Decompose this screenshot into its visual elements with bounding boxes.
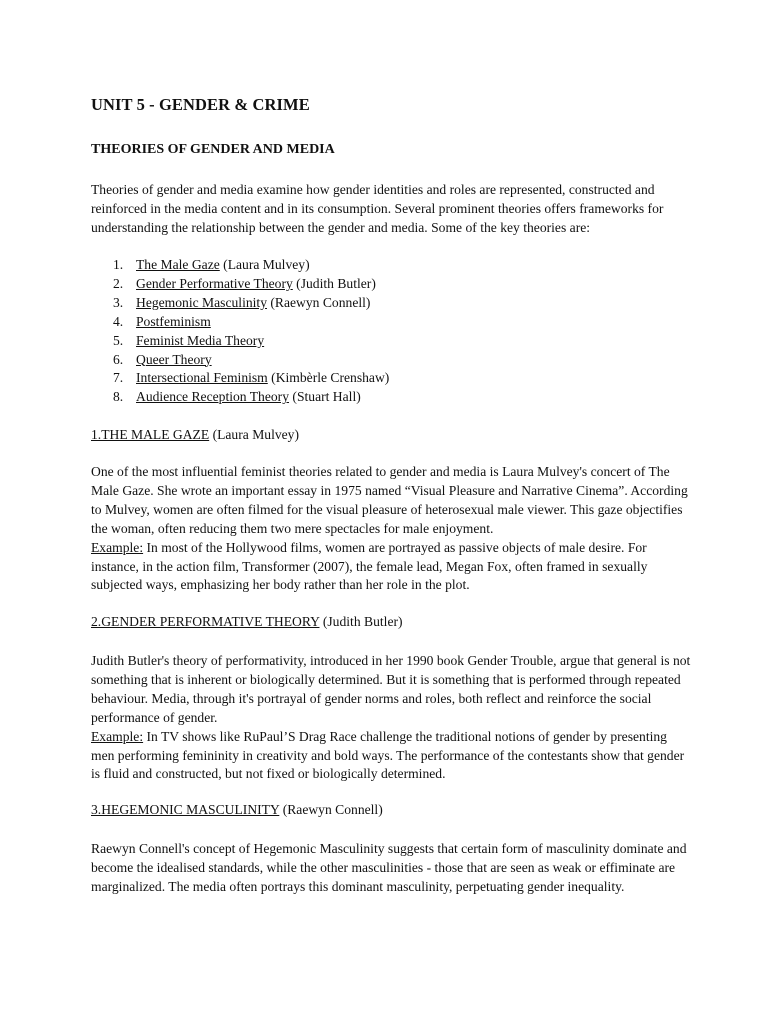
section-body-text: Raewyn Connell's concept of Hegemonic Masculinity suggests that certain form of masculinity dominate and become the idealised standards, while the other masculinities - those that are seen as weak or effiminate are marginalized. The media often portrays this dominant masculinity, perpetuating gender inequality. <box>91 841 687 894</box>
theory-name: Queer Theory <box>136 351 212 367</box>
section-heading <box>91 614 403 630</box>
intro-paragraph <box>91 181 691 238</box>
section-title: THEORIES OF GENDER AND MEDIA <box>91 142 335 157</box>
theory-author: (Judith Butler) <box>292 275 376 291</box>
theory-name: Gender Performative Theory <box>136 275 293 291</box>
list-number: 7. <box>113 370 124 386</box>
section-heading-title: 1.THE MALE GAZE <box>91 427 210 442</box>
theory-name: Audience Reception Theory <box>136 389 290 405</box>
list-item <box>91 275 389 294</box>
example-label: Example: <box>91 539 144 555</box>
list-item <box>91 332 389 351</box>
theory-author: (Laura Mulvey) <box>219 257 310 272</box>
section-heading-author: (Laura Mulvey) <box>209 427 300 442</box>
theory-name: Postfeminism <box>136 313 211 329</box>
section-heading <box>91 427 299 443</box>
theories-list <box>91 256 389 407</box>
theory-name: The Male Gaze <box>136 257 220 272</box>
example-paragraph <box>91 728 691 785</box>
list-number: 3. <box>113 294 124 310</box>
theory-name: Feminist Media Theory <box>136 332 265 348</box>
theory-author: (Raewyn Connell) <box>267 294 371 310</box>
list-item <box>91 256 389 275</box>
theory-author: (Kimbèrle Crenshaw) <box>267 370 390 386</box>
unit-title: UNIT 5 - GENDER & CRIME <box>91 95 310 114</box>
list-number: 2. <box>113 275 124 291</box>
theory-name: Intersectional Feminism <box>136 370 268 386</box>
list-number: 5. <box>113 332 124 348</box>
section-body-text: One of the most influential feminist theories related to gender and media is Laura Mulvey's concert of The Male Gaze. She wrote an important essay in 1975 named “Visual Pleasure and Narrative Cinema”. According to Mulvey, women are often filmed for the visual pleasure of heterosexual male viewer. This gaze objectifies the woman, often reducing them two mere spectacles for male enjoyment. <box>91 464 688 536</box>
example-paragraph <box>91 539 691 596</box>
list-item <box>91 351 389 370</box>
theory-author: (Stuart Hall) <box>289 389 361 405</box>
intro-text: Theories of gender and media examine how gender identities and roles are represented, constructed and reinforced in the media content and in its consumption. Several prominent theories offers frameworks for understanding the relationship between the gender and media. Some of the key theories are: <box>91 182 664 235</box>
section-body <box>91 840 691 897</box>
list-item <box>91 313 389 332</box>
list-item <box>91 294 389 313</box>
section-body-text: Judith Butler's theory of performativity, introduced in her 1990 book Gender Trouble, argue that general is not something that is inherent or biologically determined. But it is something that is performed through repeated behaviour. Media, through it's portrayal of gender norms and roles, both reflect and reinforce the social performance of gender. <box>91 653 691 725</box>
list-item <box>91 388 389 407</box>
list-number: 6. <box>113 351 124 367</box>
example-text: In TV shows like RuPaul’S Drag Race challenge the traditional notions of gender by presenting men performing femininity in creativity and bold ways. The performance of the contestants show that gender is fluid and constructed, but not fixed or biologically determined. <box>91 728 685 782</box>
example-label: Example: <box>91 728 144 744</box>
section-heading-title: 2.GENDER PERFORMATIVE THEORY <box>91 614 320 629</box>
list-item <box>91 369 389 388</box>
section-body <box>91 652 691 784</box>
section-heading <box>91 802 383 818</box>
theory-name: Hegemonic Masculinity <box>136 294 267 310</box>
section-heading-author: (Raewyn Connell) <box>279 802 383 817</box>
list-number: 8. <box>113 389 124 405</box>
section-heading-title: 3.HEGEMONIC MASCULINITY <box>91 802 280 817</box>
list-number: 1. <box>113 257 124 272</box>
list-number: 4. <box>113 313 124 329</box>
section-body <box>91 463 691 595</box>
example-text: In most of the Hollywood films, women are portrayed as passive objects of male desire. For instance, in the action film, Transformer (2007), the female lead, Megan Fox, often framed in sexually subjected ways, emphasizing her body rather than her role in the plot. <box>91 539 648 593</box>
section-heading-author: (Judith Butler) <box>319 614 403 629</box>
